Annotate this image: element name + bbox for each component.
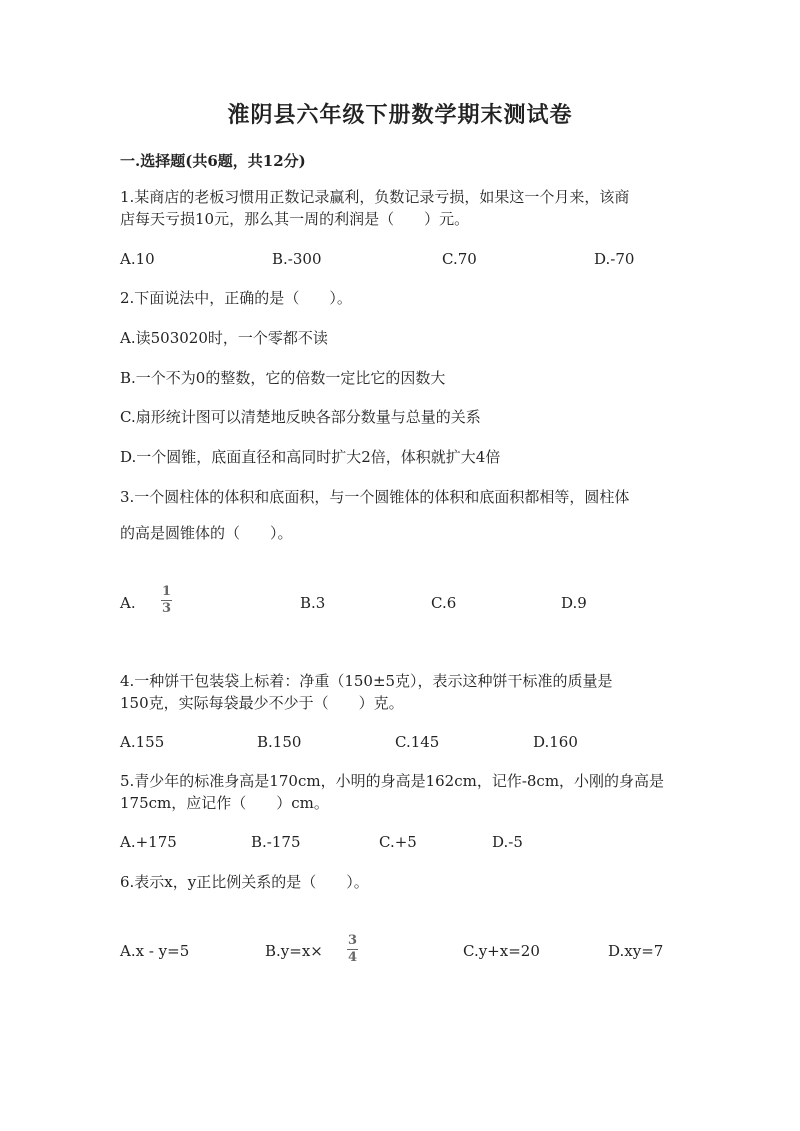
q3-text-line2: 的高是圆锥体的（ ）。	[120, 524, 293, 542]
q3-option-d: D.9	[561, 594, 587, 612]
q5-text-line1: 5.青少年的标准身高是170cm，小明的身高是162cm，记作-8cm，小刚的身高是	[120, 772, 665, 790]
q3-option-c: C.6	[431, 594, 457, 612]
page-title: 淮阴县六年级下册数学期末测试卷	[227, 102, 573, 128]
q4-text-line2: 150克，实际每袋最少不少于（ ）克。	[120, 694, 404, 712]
q3-option-a: A.	[120, 594, 136, 612]
q4-option-b: B.150	[257, 733, 302, 751]
q3-fraction-numerator: 1	[161, 584, 172, 599]
q2-option-c: C.扇形统计图可以清楚地反映各部分数量与总量的关系	[120, 408, 481, 426]
q3-option-b: B.3	[300, 594, 326, 612]
q5-option-b: B.-175	[251, 833, 301, 851]
q4-option-d: D.160	[533, 733, 578, 751]
q2-option-b: B.一个不为0的整数，它的倍数一定比它的因数大	[120, 369, 446, 387]
q1-option-c: C.70	[442, 250, 477, 268]
q1-text-line1: 1.某商店的老板习惯用正数记录赢利，负数记录亏损，如果这一个月来，该商	[120, 188, 630, 206]
q6-text-line1: 6.表示x，y正比例关系的是（ ）。	[120, 873, 369, 891]
section-heading: 一.选择题(共6题，共12分)	[120, 152, 306, 170]
q5-option-d: D.-5	[492, 833, 523, 851]
q3-fraction	[161, 585, 172, 616]
q2-option-d: D.一个圆锥，底面直径和高同时扩大2倍，体积就扩大4倍	[120, 448, 501, 466]
q4-option-a: A.155	[120, 733, 165, 751]
q1-option-d: D.-70	[594, 250, 635, 268]
q1-option-a: A.10	[120, 250, 155, 268]
q4-text-line1: 4.一种饼干包装袋上标着：净重（150±5克），表示这种饼干标准的质量是	[120, 672, 613, 690]
q2-text-line1: 2.下面说法中，正确的是（ ）。	[120, 289, 352, 307]
q1-text-line2: 店每天亏损10元，那么其一周的利润是（ ）元。	[120, 210, 470, 228]
q5-option-c: C.+5	[379, 833, 417, 851]
q6-fraction-denominator: 4	[347, 950, 358, 965]
q3-text-line1: 3.一个圆柱体的体积和底面积，与一个圆锥体的体积和底面积都相等，圆柱体	[120, 488, 630, 506]
q6-option-b: B.y=x×	[265, 942, 323, 960]
q5-option-a: A.+175	[120, 833, 177, 851]
q2-option-a: A.读503020时，一个零都不读	[120, 329, 328, 347]
q6-option-c: C.y+x=20	[463, 942, 540, 960]
q3-fraction-denominator: 3	[161, 601, 172, 616]
q6-option-d: D.xy=7	[608, 942, 664, 960]
q6-fraction-numerator: 3	[347, 933, 358, 948]
q4-option-c: C.145	[395, 733, 440, 751]
q5-text-line2: 175cm，应记作（ ）cm。	[120, 794, 329, 812]
q6-option-a: A.x - y=5	[120, 942, 190, 960]
q6-fraction	[347, 934, 358, 965]
q1-option-b: B.-300	[272, 250, 322, 268]
